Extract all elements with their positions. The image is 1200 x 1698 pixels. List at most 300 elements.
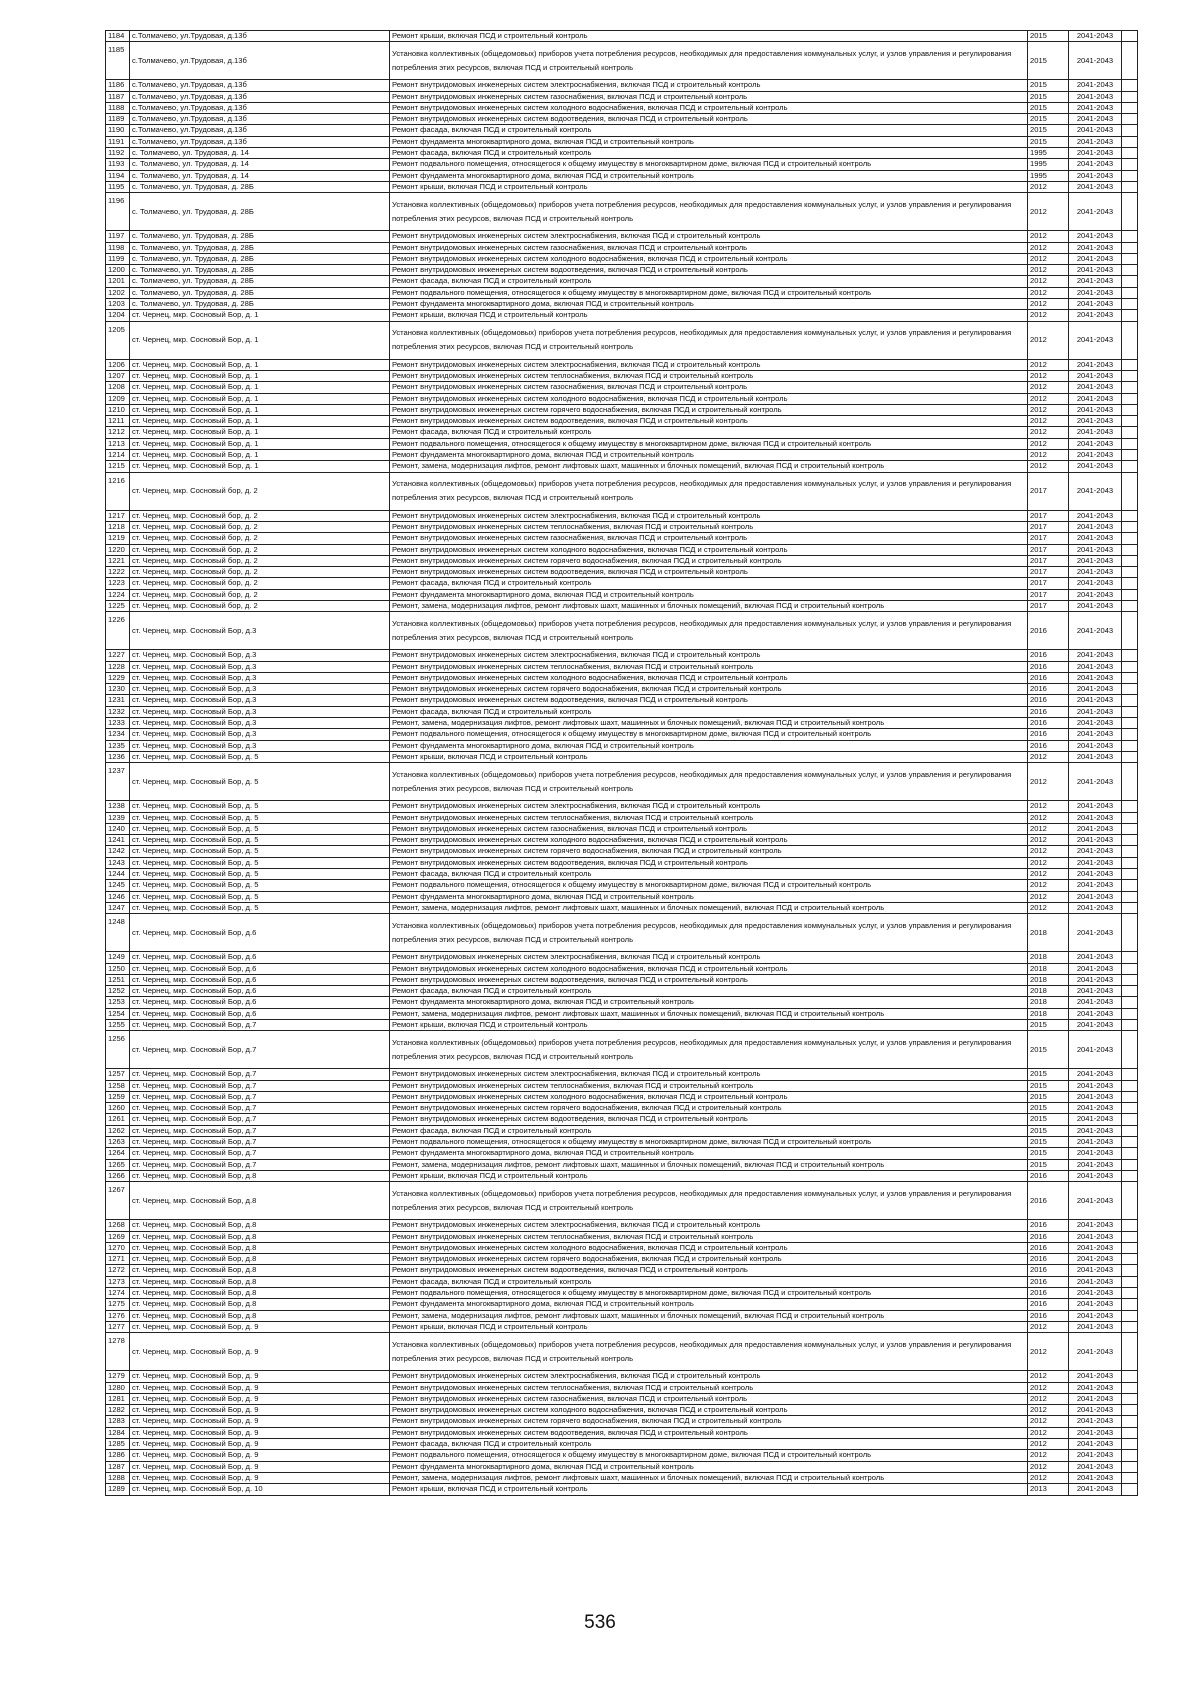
address-cell: с.Толмачево, ул.Трудовая, д.13б [130,91,390,102]
work-type-cell: Ремонт внутридомовых инженерных систем горячего водоснабжения, включая ПСД и строительный контроль [390,1103,1028,1114]
row-number: 1216 [106,472,130,510]
work-type-cell: Ремонт, замена, модернизация лифтов, ремонт лифтовых шахт, машинных и блочных помещений, включая ПСД и строительный контроль [390,600,1028,611]
empty-cell [1122,299,1138,310]
empty-cell [1122,1170,1138,1181]
work-type-cell: Ремонт внутридомовых инженерных систем холодного водоснабжения, включая ПСД и строительный контроль [390,393,1028,404]
period-cell: 2041-2043 [1069,1137,1122,1148]
table-row [106,612,1138,650]
row-number: 1255 [106,1020,130,1031]
empty-cell [1122,359,1138,370]
table-row [106,1182,1138,1220]
table-row [106,1439,1138,1450]
work-type-cell: Ремонт крыши, включая ПСД и строительный контроль [390,1484,1028,1495]
empty-cell [1122,650,1138,661]
empty-cell [1122,181,1138,192]
table-row [106,1220,1138,1231]
period-cell: 2041-2043 [1069,1472,1122,1483]
year-cell: 2016 [1028,684,1069,695]
row-number: 1187 [106,91,130,102]
work-type-cell: Ремонт внутридомовых инженерных систем горячего водоснабжения, включая ПСД и строительный контроль [390,555,1028,566]
period-cell: 2041-2043 [1069,416,1122,427]
row-number: 1264 [106,1148,130,1159]
period-cell: 2041-2043 [1069,1091,1122,1102]
work-type-cell: Ремонт фасада, включая ПСД и строительный контроль [390,1276,1028,1287]
row-number: 1217 [106,510,130,521]
period-cell: 2041-2043 [1069,695,1122,706]
table-row [106,672,1138,683]
year-cell: 2012 [1028,193,1069,231]
capital-repair-table [105,30,1138,1496]
table-row [106,1231,1138,1242]
address-cell: ст. Чернец, мкр. Сосновый Бор, д. 9 [130,1393,390,1404]
address-cell: ст. Чернец, мкр. Сосновый Бор, д. 5 [130,869,390,880]
work-type-cell: Ремонт внутридомовых инженерных систем электроснабжения, включая ПСД и строительный контроль [390,231,1028,242]
year-cell: 2012 [1028,181,1069,192]
empty-cell [1122,1439,1138,1450]
empty-cell [1122,706,1138,717]
year-cell: 2017 [1028,521,1069,532]
period-cell: 2041-2043 [1069,136,1122,147]
table-row [106,857,1138,868]
table-row [106,751,1138,762]
address-cell: ст. Чернец, мкр. Сосновый бор, д. 2 [130,521,390,532]
work-type-cell: Ремонт внутридомовых инженерных систем электроснабжения, включая ПСД и строительный контроль [390,801,1028,812]
address-cell: ст. Чернец, мкр. Сосновый бор, д. 2 [130,578,390,589]
empty-cell [1122,136,1138,147]
row-number: 1236 [106,751,130,762]
work-type-cell: Ремонт фасада, включая ПСД и строительный контроль [390,125,1028,136]
row-number: 1195 [106,181,130,192]
work-type-cell: Ремонт внутридомовых инженерных систем водоотведения, включая ПСД и строительный контроль [390,1427,1028,1438]
period-cell: 2041-2043 [1069,533,1122,544]
row-number: 1234 [106,729,130,740]
work-type-cell: Ремонт внутридомовых инженерных систем газоснабжения, включая ПСД и строительный контроль [390,823,1028,834]
period-cell: 2041-2043 [1069,310,1122,321]
table-row [106,1159,1138,1170]
table-row [106,1148,1138,1159]
year-cell: 2017 [1028,472,1069,510]
work-type-cell: Установка коллективных (общедомовых) приборов учета потребления ресурсов, необходимых для предоставления коммунальных услуг, и узлов управления и регулирования потребления этих ресурсов, включая ПСД и строительный контроль [390,914,1028,952]
row-number: 1272 [106,1265,130,1276]
year-cell: 2012 [1028,242,1069,253]
period-cell: 2041-2043 [1069,1439,1122,1450]
empty-cell [1122,695,1138,706]
year-cell: 1995 [1028,170,1069,181]
row-number: 1256 [106,1031,130,1069]
year-cell: 2016 [1028,661,1069,672]
address-cell: ст. Чернец, мкр. Сосновый Бор, д. 5 [130,835,390,846]
empty-cell [1122,321,1138,359]
period-cell: 2041-2043 [1069,1299,1122,1310]
empty-cell [1122,159,1138,170]
address-cell: ст. Чернец, мкр. Сосновый Бор, д. 5 [130,880,390,891]
row-number: 1228 [106,661,130,672]
period-cell: 2041-2043 [1069,114,1122,125]
period-cell: 2041-2043 [1069,952,1122,963]
address-cell: ст. Чернец, мкр. Сосновый бор, д. 2 [130,472,390,510]
year-cell: 2016 [1028,740,1069,751]
year-cell: 2012 [1028,1321,1069,1332]
row-number: 1221 [106,555,130,566]
year-cell: 2013 [1028,1484,1069,1495]
work-type-cell: Установка коллективных (общедомовых) приборов учета потребления ресурсов, необходимых для предоставления коммунальных услуг, и узлов управления и регулирования потребления этих ресурсов, включая ПСД и строительный контроль [390,472,1028,510]
table-row [106,1031,1138,1069]
address-cell: ст. Чернец, мкр. Сосновый Бор, д.8 [130,1265,390,1276]
work-type-cell: Ремонт внутридомовых инженерных систем газоснабжения, включая ПСД и строительный контроль [390,382,1028,393]
year-cell: 2012 [1028,265,1069,276]
empty-cell [1122,835,1138,846]
address-cell: ст. Чернец, мкр. Сосновый Бор, д.6 [130,986,390,997]
work-type-cell: Ремонт внутридомовых инженерных систем водоотведения, включая ПСД и строительный контроль [390,695,1028,706]
year-cell: 2012 [1028,846,1069,857]
work-type-cell: Ремонт фундамента многоквартирного дома, включая ПСД и строительный контроль [390,1299,1028,1310]
work-type-cell: Ремонт внутридомовых инженерных систем горячего водоснабжения, включая ПСД и строительный контроль [390,1416,1028,1427]
address-cell: ст. Чернец, мкр. Сосновый бор, д. 2 [130,555,390,566]
table-row [106,382,1138,393]
period-cell: 2041-2043 [1069,1231,1122,1242]
row-number: 1286 [106,1450,130,1461]
empty-cell [1122,612,1138,650]
work-type-cell: Ремонт, замена, модернизация лифтов, ремонт лифтовых шахт, машинных и блочных помещений, включая ПСД и строительный контроль [390,718,1028,729]
address-cell: ст. Чернец, мкр. Сосновый Бор, д.8 [130,1254,390,1265]
work-type-cell: Ремонт внутридомовых инженерных систем горячего водоснабжения, включая ПСД и строительный контроль [390,1254,1028,1265]
address-cell: ст. Чернец, мкр. Сосновый Бор, д. 9 [130,1333,390,1371]
empty-cell [1122,729,1138,740]
address-cell: с.Толмачево, ул.Трудовая, д.13б [130,136,390,147]
year-cell: 2016 [1028,672,1069,683]
period-cell: 2041-2043 [1069,382,1122,393]
year-cell: 2012 [1028,231,1069,242]
empty-cell [1122,1103,1138,1114]
period-cell: 2041-2043 [1069,974,1122,985]
empty-cell [1122,1450,1138,1461]
work-type-cell: Ремонт внутридомовых инженерных систем водоотведения, включая ПСД и строительный контроль [390,974,1028,985]
period-cell: 2041-2043 [1069,567,1122,578]
address-cell: ст. Чернец, мкр. Сосновый Бор, д. 1 [130,461,390,472]
year-cell: 2012 [1028,1450,1069,1461]
address-cell: ст. Чернец, мкр. Сосновый Бор, д.8 [130,1220,390,1231]
year-cell: 2012 [1028,801,1069,812]
year-cell: 2017 [1028,510,1069,521]
year-cell: 2016 [1028,1182,1069,1220]
work-type-cell: Ремонт внутридомовых инженерных систем теплоснабжения, включая ПСД и строительный контроль [390,1382,1028,1393]
work-type-cell: Ремонт, замена, модернизация лифтов, ремонт лифтовых шахт, машинных и блочных помещений, включая ПСД и строительный контроль [390,1008,1028,1019]
period-cell: 2041-2043 [1069,1333,1122,1371]
row-number: 1249 [106,952,130,963]
address-cell: ст. Чернец, мкр. Сосновый Бор, д.3 [130,684,390,695]
empty-cell [1122,382,1138,393]
address-cell: ст. Чернец, мкр. Сосновый Бор, д. 9 [130,1439,390,1450]
table-row [106,1008,1138,1019]
address-cell: с. Толмачево, ул. Трудовая, д. 14 [130,148,390,159]
row-number: 1282 [106,1405,130,1416]
row-number: 1203 [106,299,130,310]
row-number: 1211 [106,416,130,427]
row-number: 1226 [106,612,130,650]
address-cell: ст. Чернец, мкр. Сосновый Бор, д.7 [130,1159,390,1170]
work-type-cell: Ремонт внутридомовых инженерных систем холодного водоснабжения, включая ПСД и строительный контроль [390,1091,1028,1102]
work-type-cell: Ремонт фундамента многоквартирного дома, включая ПСД и строительный контроль [390,997,1028,1008]
address-cell: ст. Чернец, мкр. Сосновый Бор, д.7 [130,1031,390,1069]
row-number: 1279 [106,1371,130,1382]
empty-cell [1122,567,1138,578]
table-row [106,729,1138,740]
year-cell: 2012 [1028,763,1069,801]
year-cell: 2012 [1028,287,1069,298]
table-row [106,231,1138,242]
period-cell: 2041-2043 [1069,1254,1122,1265]
work-type-cell: Ремонт внутридомовых инженерных систем теплоснабжения, включая ПСД и строительный контроль [390,812,1028,823]
work-type-cell: Ремонт внутридомовых инженерных систем водоотведения, включая ПСД и строительный контроль [390,1265,1028,1276]
period-cell: 2041-2043 [1069,1114,1122,1125]
row-number: 1227 [106,650,130,661]
table-row [106,1069,1138,1080]
empty-cell [1122,287,1138,298]
empty-cell [1122,857,1138,868]
work-type-cell: Ремонт крыши, включая ПСД и строительный контроль [390,181,1028,192]
year-cell: 2017 [1028,589,1069,600]
address-cell: ст. Чернец, мкр. Сосновый Бор, д.7 [130,1137,390,1148]
empty-cell [1122,1125,1138,1136]
table-row [106,321,1138,359]
table-row [106,359,1138,370]
table-row [106,1405,1138,1416]
work-type-cell: Ремонт фасада, включая ПСД и строительный контроль [390,578,1028,589]
table-row [106,276,1138,287]
table-row [106,763,1138,801]
work-type-cell: Ремонт фасада, включая ПСД и строительный контроль [390,706,1028,717]
work-type-cell: Ремонт фундамента многоквартирного дома, включая ПСД и строительный контроль [390,136,1028,147]
address-cell: ст. Чернец, мкр. Сосновый бор, д. 2 [130,510,390,521]
work-type-cell: Ремонт крыши, включая ПСД и строительный контроль [390,1170,1028,1181]
year-cell: 2015 [1028,125,1069,136]
row-number: 1214 [106,450,130,461]
year-cell: 2012 [1028,1382,1069,1393]
empty-cell [1122,1148,1138,1159]
row-number: 1189 [106,114,130,125]
work-type-cell: Ремонт внутридомовых инженерных систем электроснабжения, включая ПСД и строительный контроль [390,1220,1028,1231]
table-row [106,1371,1138,1382]
row-number: 1202 [106,287,130,298]
address-cell: с.Толмачево, ул.Трудовая, д.13б [130,42,390,80]
table-row [106,963,1138,974]
address-cell: с. Толмачево, ул. Трудовая, д. 14 [130,170,390,181]
row-number: 1288 [106,1472,130,1483]
empty-cell [1122,1254,1138,1265]
address-cell: ст. Чернец, мкр. Сосновый Бор, д.3 [130,695,390,706]
address-cell: ст. Чернец, мкр. Сосновый Бор, д.6 [130,997,390,1008]
period-cell: 2041-2043 [1069,80,1122,91]
work-type-cell: Установка коллективных (общедомовых) приборов учета потребления ресурсов, необходимых для предоставления коммунальных услуг, и узлов управления и регулирования потребления этих ресурсов, включая ПСД и строительный контроль [390,1333,1028,1371]
table-row [106,555,1138,566]
empty-cell [1122,521,1138,532]
year-cell: 2016 [1028,1288,1069,1299]
row-number: 1263 [106,1137,130,1148]
work-type-cell: Ремонт внутридомовых инженерных систем газоснабжения, включая ПСД и строительный контроль [390,91,1028,102]
empty-cell [1122,914,1138,952]
table-row [106,80,1138,91]
year-cell: 2017 [1028,555,1069,566]
address-cell: ст. Чернец, мкр. Сосновый Бор, д.8 [130,1231,390,1242]
empty-cell [1122,370,1138,381]
year-cell: 2015 [1028,80,1069,91]
address-cell: ст. Чернец, мкр. Сосновый Бор, д.8 [130,1299,390,1310]
empty-cell [1122,1427,1138,1438]
empty-cell [1122,1299,1138,1310]
year-cell: 2012 [1028,1461,1069,1472]
table-row [106,1080,1138,1091]
year-cell: 2012 [1028,404,1069,415]
row-number: 1242 [106,846,130,857]
table-row [106,869,1138,880]
empty-cell [1122,672,1138,683]
period-cell: 2041-2043 [1069,1159,1122,1170]
period-cell: 2041-2043 [1069,650,1122,661]
year-cell: 2012 [1028,253,1069,264]
table-row [106,1137,1138,1148]
table-row [106,812,1138,823]
empty-cell [1122,1031,1138,1069]
year-cell: 2012 [1028,321,1069,359]
empty-cell [1122,684,1138,695]
empty-cell [1122,1276,1138,1287]
empty-cell [1122,902,1138,913]
address-cell: ст. Чернец, мкр. Сосновый Бор, д.3 [130,661,390,672]
address-cell: ст. Чернец, мкр. Сосновый Бор, д. 5 [130,846,390,857]
empty-cell [1122,1416,1138,1427]
work-type-cell: Ремонт внутридомовых инженерных систем электроснабжения, включая ПСД и строительный контроль [390,1371,1028,1382]
table-row [106,974,1138,985]
empty-cell [1122,740,1138,751]
row-number: 1230 [106,684,130,695]
row-number: 1267 [106,1182,130,1220]
period-cell: 2041-2043 [1069,1382,1122,1393]
year-cell: 2012 [1028,812,1069,823]
address-cell: ст. Чернец, мкр. Сосновый Бор, д.8 [130,1310,390,1321]
empty-cell [1122,148,1138,159]
address-cell: ст. Чернец, мкр. Сосновый бор, д. 2 [130,600,390,611]
period-cell: 2041-2043 [1069,1416,1122,1427]
year-cell: 2017 [1028,578,1069,589]
empty-cell [1122,404,1138,415]
period-cell: 2041-2043 [1069,427,1122,438]
empty-cell [1122,661,1138,672]
period-cell: 2041-2043 [1069,125,1122,136]
row-number: 1215 [106,461,130,472]
period-cell: 2041-2043 [1069,1080,1122,1091]
work-type-cell: Ремонт внутридомовых инженерных систем электроснабжения, включая ПСД и строительный контроль [390,650,1028,661]
address-cell: с.Толмачево, ул.Трудовая, д.13б [130,114,390,125]
year-cell: 2012 [1028,299,1069,310]
address-cell: ст. Чернец, мкр. Сосновый Бор, д.3 [130,718,390,729]
period-cell: 2041-2043 [1069,287,1122,298]
row-number: 1257 [106,1069,130,1080]
empty-cell [1122,1242,1138,1253]
work-type-cell: Ремонт внутридомовых инженерных систем электроснабжения, включая ПСД и строительный контроль [390,952,1028,963]
table-row [106,31,1138,42]
work-type-cell: Ремонт подвального помещения, относящегося к общему имуществу в многоквартирном доме, включая ПСД и строительный контроль [390,729,1028,740]
row-number: 1253 [106,997,130,1008]
period-cell: 2041-2043 [1069,510,1122,521]
period-cell: 2041-2043 [1069,914,1122,952]
table-row [106,1103,1138,1114]
year-cell: 2016 [1028,1170,1069,1181]
address-cell: с. Толмачево, ул. Трудовая, д. 28Б [130,193,390,231]
period-cell: 2041-2043 [1069,370,1122,381]
period-cell: 2041-2043 [1069,1276,1122,1287]
row-number: 1241 [106,835,130,846]
row-number: 1201 [106,276,130,287]
row-number: 1184 [106,31,130,42]
address-cell: с. Толмачево, ул. Трудовая, д. 28Б [130,231,390,242]
period-cell: 2041-2043 [1069,544,1122,555]
empty-cell [1122,438,1138,449]
table-row [106,902,1138,913]
year-cell: 2018 [1028,963,1069,974]
row-number: 1248 [106,914,130,952]
period-cell: 2041-2043 [1069,321,1122,359]
row-number: 1271 [106,1254,130,1265]
table-row [106,450,1138,461]
empty-cell [1122,718,1138,729]
address-cell: ст. Чернец, мкр. Сосновый Бор, д. 9 [130,1416,390,1427]
table-row [106,1310,1138,1321]
period-cell: 2041-2043 [1069,1484,1122,1495]
period-cell: 2041-2043 [1069,1371,1122,1382]
year-cell: 2016 [1028,1220,1069,1231]
address-cell: с. Толмачево, ул. Трудовая, д. 14 [130,159,390,170]
work-type-cell: Ремонт внутридомовых инженерных систем газоснабжения, включая ПСД и строительный контроль [390,242,1028,253]
row-number: 1285 [106,1439,130,1450]
empty-cell [1122,1182,1138,1220]
empty-cell [1122,533,1138,544]
row-number: 1205 [106,321,130,359]
year-cell: 2015 [1028,1020,1069,1031]
row-number: 1261 [106,1114,130,1125]
table-row [106,310,1138,321]
address-cell: ст. Чернец, мкр. Сосновый Бор, д. 5 [130,857,390,868]
year-cell: 2017 [1028,533,1069,544]
table-row [106,1288,1138,1299]
table-row [106,1299,1138,1310]
year-cell: 2016 [1028,650,1069,661]
period-cell: 2041-2043 [1069,42,1122,80]
row-number: 1239 [106,812,130,823]
period-cell: 2041-2043 [1069,102,1122,113]
year-cell: 2017 [1028,600,1069,611]
table-row [106,891,1138,902]
period-cell: 2041-2043 [1069,242,1122,253]
address-cell: ст. Чернец, мкр. Сосновый Бор, д.6 [130,1008,390,1019]
work-type-cell: Ремонт фасада, включая ПСД и строительный контроль [390,986,1028,997]
work-type-cell: Ремонт фасада, включая ПСД и строительный контроль [390,1125,1028,1136]
work-type-cell: Установка коллективных (общедомовых) приборов учета потребления ресурсов, необходимых для предоставления коммунальных услуг, и узлов управления и регулирования потребления этих ресурсов, включая ПСД и строительный контроль [390,1182,1028,1220]
year-cell: 2016 [1028,1310,1069,1321]
work-type-cell: Ремонт подвального помещения, относящегося к общему имуществу в многоквартирном доме, включая ПСД и строительный контроль [390,1137,1028,1148]
year-cell: 2012 [1028,1416,1069,1427]
work-type-cell: Ремонт внутридомовых инженерных систем газоснабжения, включая ПСД и строительный контроль [390,1393,1028,1404]
work-type-cell: Ремонт фасада, включая ПСД и строительный контроль [390,276,1028,287]
work-type-cell: Установка коллективных (общедомовых) приборов учета потребления ресурсов, необходимых для предоставления коммунальных услуг, и узлов управления и регулирования потребления этих ресурсов, включая ПСД и строительный контроль [390,42,1028,80]
address-cell: ст. Чернец, мкр. Сосновый Бор, д.3 [130,612,390,650]
empty-cell [1122,125,1138,136]
address-cell: ст. Чернец, мкр. Сосновый Бор, д.8 [130,1288,390,1299]
work-type-cell: Ремонт крыши, включая ПСД и строительный контроль [390,751,1028,762]
period-cell: 2041-2043 [1069,1008,1122,1019]
address-cell: ст. Чернец, мкр. Сосновый Бор, д. 9 [130,1405,390,1416]
work-type-cell: Ремонт фундамента многоквартирного дома, включая ПСД и строительный контроль [390,589,1028,600]
table-body [106,31,1138,1496]
